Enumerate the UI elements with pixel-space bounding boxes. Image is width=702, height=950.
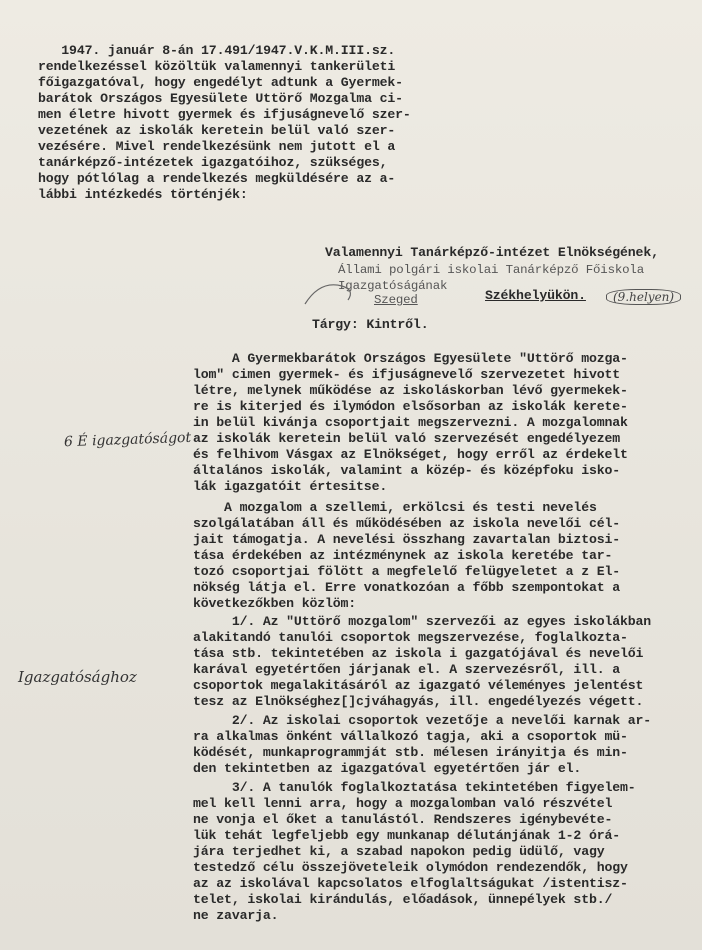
body-line: ködését, munkaprogrammját stb. mélesen irányitja és min- (193, 745, 628, 760)
body-line: létre, melynek működése az iskoláskorban lévő gyermekek- (193, 383, 628, 398)
intro-line: rendelkezéssel közöltük valamennyi tankerületi (38, 59, 396, 74)
body-line: lom" cimen gyermek- és ifjuságnevelő szervezetet hivott (193, 367, 621, 382)
body-line: tesz az Elnökséghez[]cjváhagyás, ill. engedélyezés végett. (193, 694, 644, 709)
body-line: az az iskolával kapcsolatos elfoglaltságukat /istentisz- (193, 876, 628, 891)
body-line: alakitandó tanulói csoportok megszervezése, foglalkozta- (193, 630, 628, 645)
body-line: A Gyermekbarátok Országos Egyesülete "Uttörő mozga- (193, 351, 628, 366)
intro-line: barátok Országos Egyesülete Uttörő Mozgalma ci- (38, 91, 403, 106)
body-line: és felhivom Vásgax az Elnökséget, hogy erről az érdekelt (193, 447, 628, 462)
body-line: az iskolák keretein belül való szervezését engedélyezem (193, 431, 621, 446)
intro-line: vezésére. Mivel rendelkezésünk nem jutott el a (38, 139, 396, 154)
body-line: következőkben közlöm: (193, 596, 357, 611)
pencil-mark-icon (300, 270, 360, 310)
body-line: nökség látja el. Erre vonatkozóan a főbb szempontokat a (193, 580, 621, 595)
intro-line: hogy pótlólag a rendelkezés megküldésére az a- (38, 171, 396, 186)
body-line: tozó csoportjai fölött a megfelelő felügyeletet a z El- (193, 564, 621, 579)
body-line: re is kiterjed és ilymódon elsősorban az iskolák kerete- (193, 399, 628, 414)
body-line: ne zavarja. (193, 908, 279, 923)
addressee-seat: Székhelyükön. (485, 288, 586, 303)
body-line: in belül kivánja csoportjait megszervezni. A mozgalomnak (193, 415, 628, 430)
subject-line: Tárgy: Kintről. (312, 317, 429, 332)
intro-line: men életre hivott gyermek és ifjuságnevelő szer- (38, 107, 411, 122)
body-line: A mozgalom a szellemi, erkölcsi és testi nevelés (193, 500, 597, 515)
body-line: 1/. Az "Uttörő mozgalom" szervezői az egyes iskolákban (193, 614, 652, 629)
body-line: testedző célu összejöveteleik olymódon rendezendők, hogy (193, 860, 628, 875)
body-line: tása stb. tekintetében az iskola i gazgatójával és nevelői (193, 646, 644, 661)
body-line: csoportok megalakitásáról az igazgató véleményes jelentést (193, 678, 644, 693)
addressee-line: Valamennyi Tanárképző-intézet Elnökségének, (325, 245, 659, 260)
intro-line: 1947. január 8-án 17.491/1947.V.K.M.III.sz. (38, 43, 396, 58)
body-line: karával egyetértően járjanak el. A szervezésről, ill. a (193, 662, 621, 677)
addressee-line: Igazgatóságának (338, 279, 448, 293)
handwritten-count-note: (9.helyen) (606, 289, 681, 305)
body-line: lák igazgatóit értesitse. (193, 479, 388, 494)
body-line: jait támogatja. A nevelési összhang zavartalan biztosi- (193, 532, 621, 547)
intro-line: vezetének az iskolák keretein belül való szer- (38, 123, 396, 138)
body-line: 2/. Az iskolai csoportok vezetője a nevelői karnak ar- (193, 713, 652, 728)
body-line: telet, iskolai kirándulás, előadások, ünnepélyek stb./ (193, 892, 613, 907)
body-line: 3/. A tanulók foglalkoztatása tekintetében figyelem- (193, 780, 636, 795)
body-line: mel kell lenni arra, hogy a mozgalomban való részvétel (193, 796, 613, 811)
body-line: ne vonja el őket a tanulástól. Rendszeres igénybevéte- (193, 812, 613, 827)
body-line: lük tehát legfeljebb egy munkanap délutánjának 1-2 órá- (193, 828, 621, 843)
addressee-city: Szeged (374, 293, 418, 307)
body-line: den tekintetben az igazgatóval egyetértően jár el. (193, 761, 582, 776)
margin-note: 6 É igazgatóságot (63, 429, 192, 451)
body-line: ra alkalmas önként vállalkozó tagja, aki a csoportok mü- (193, 729, 628, 744)
addressee-line: Állami polgári iskolai Tanárképző Főiskola (338, 263, 644, 277)
body-line: szolgálatában áll és működésében az iskola nevelői cél- (193, 516, 621, 531)
body-line: általános iskolák, valamint a közép- és középfoku isko- (193, 463, 621, 478)
margin-note: Igazgatósághoz (18, 668, 137, 686)
body-line: jára terjedhet ki, a szabad napokon pedig üdülő, vagy (193, 844, 605, 859)
intro-line: tanárképző-intézetek igazgatóihoz, szükséges, (38, 155, 388, 170)
body-line: tása érdekében az intézménynek az iskola keretébe tar- (193, 548, 613, 563)
intro-line: lábbi intézkedés történjék: (38, 187, 248, 202)
intro-line: főigazgatóval, hogy engedélyt adtunk a Gyermek- (38, 75, 403, 90)
